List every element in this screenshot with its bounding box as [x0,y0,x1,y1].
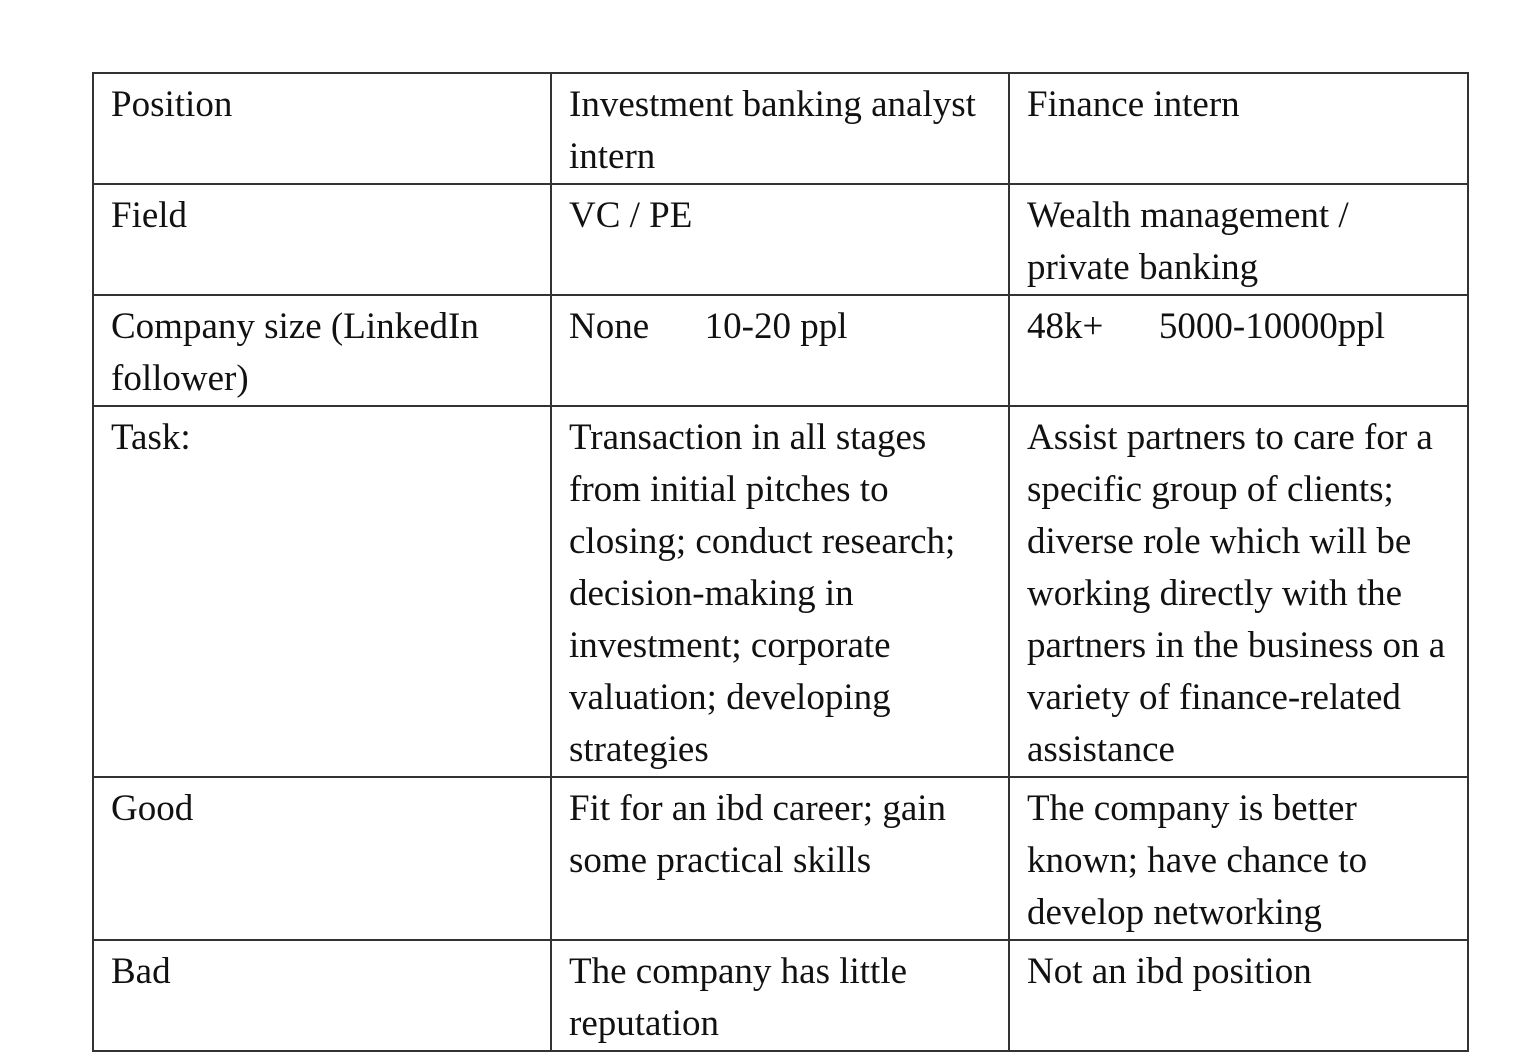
option-b-value: The company is better known; have chance to develop networking [1027,788,1377,933]
option-b-value: 48k+ 5000-10000ppl [1027,306,1385,347]
option-a-value: Fit for an ibd career; gain some practical skills [569,788,956,881]
option-a-value: None 10-20 ppl [569,306,848,347]
option-a-cell [551,184,1009,295]
option-b-value: Assist partners to care for a specific group of clients; diverse role which will be working directly with the partners in the business on a variety of finance-related assistance [1027,417,1455,770]
table-row-bad [93,940,1468,1051]
row-label: Bad [111,951,171,992]
option-b-value: Wealth management / private banking [1027,195,1358,288]
option-b-cell [1009,184,1468,295]
row-label: Task: [111,417,191,458]
option-a-value: The company has little reputation [569,951,917,1044]
row-label: Company size (LinkedIn follower) [111,306,489,399]
option-b-cell [1009,73,1468,184]
option-b-cell [1009,777,1468,940]
table-row-company-size [93,295,1468,406]
option-b-cell [1009,295,1468,406]
option-a-cell [551,295,1009,406]
option-a-cell [551,940,1009,1051]
row-label-cell [93,406,551,777]
row-label-cell [93,73,551,184]
row-label-cell [93,777,551,940]
option-b-value: Finance intern [1027,84,1240,125]
option-b-cell [1009,406,1468,777]
option-a-value: Investment banking analyst intern [569,84,986,177]
option-b-value: Not an ibd position [1027,951,1312,992]
comparison-table [92,72,1469,1052]
table-row-position [93,73,1468,184]
table-row-good [93,777,1468,940]
option-a-cell [551,777,1009,940]
option-a-value: Transaction in all stages from initial pitches to closing; conduct research; decision-making in investment; corporate valuation; developing strategies [569,417,965,770]
row-label: Good [111,788,194,829]
option-a-cell [551,406,1009,777]
row-label-cell [93,940,551,1051]
option-a-value: VC / PE [569,195,693,236]
row-label: Position [111,84,233,125]
option-b-cell [1009,940,1468,1051]
table-row-field [93,184,1468,295]
option-a-cell [551,73,1009,184]
row-label: Field [111,195,188,236]
row-label-cell [93,295,551,406]
table-row-task [93,406,1468,777]
row-label-cell [93,184,551,295]
